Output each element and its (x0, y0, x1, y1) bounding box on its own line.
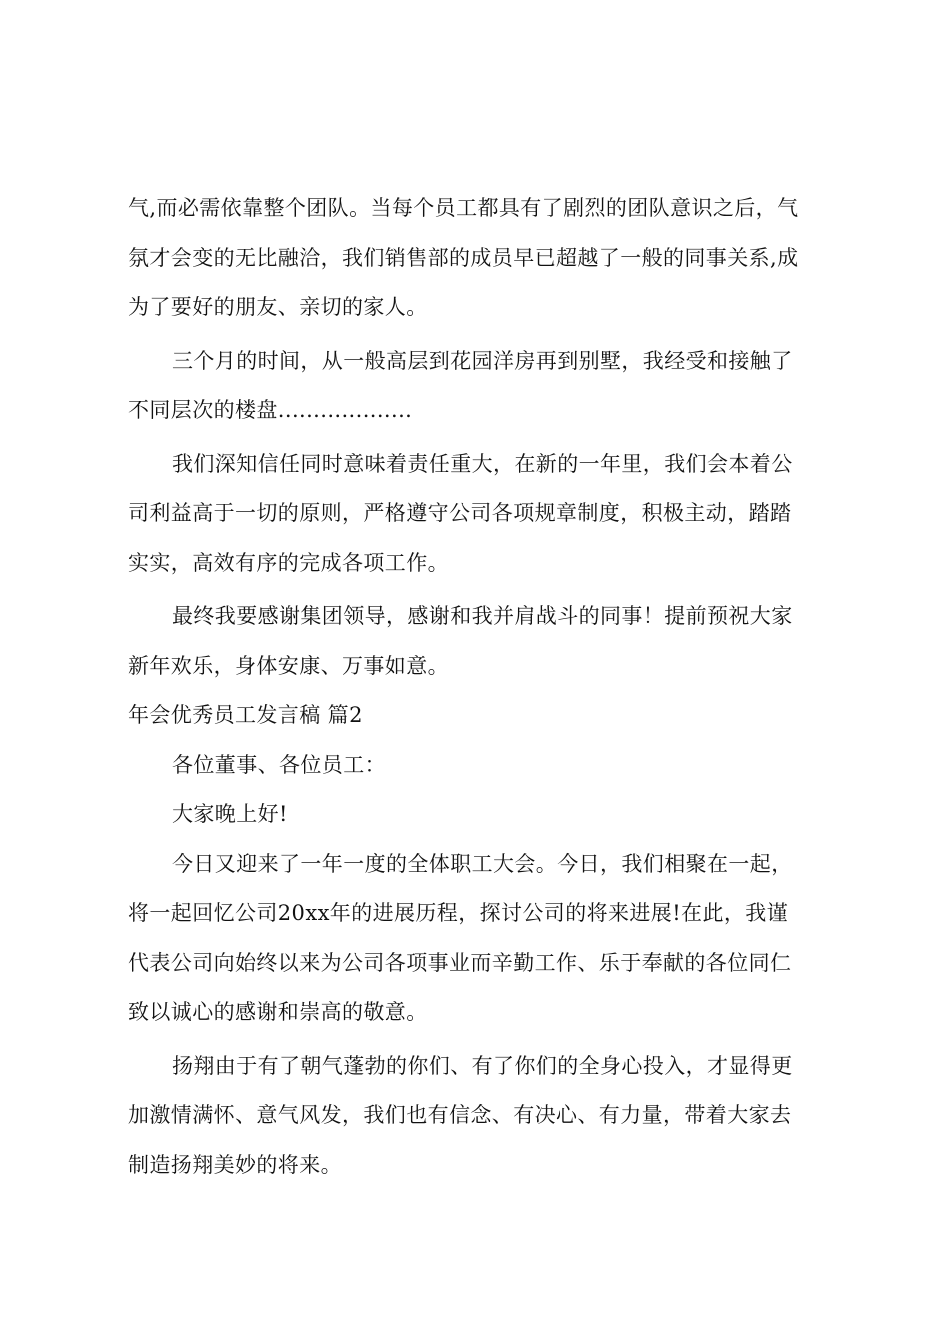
text-line: 加激情满怀、意气风发，我们也有信念、有决心、有力量，带着大家去 (128, 1103, 792, 1127)
text-line: 不同层次的楼盘................... (128, 398, 413, 422)
section-heading: 年会优秀员工发言稿 篇2 (128, 703, 363, 727)
document-body (128, 184, 838, 1190)
text-line: 实实，高效有序的完成各项工作。 (128, 550, 449, 575)
text-line: 致以诚心的感谢和崇高的敬意。 (128, 1000, 428, 1024)
text-line: 代表公司向始终以来为公司各项事业而辛勤工作、乐于奉献的各位同仁 (128, 950, 792, 975)
text-line: 司利益高于一切的原则，严格遵守公司各项规章制度，积极主动，踏踏 (128, 501, 792, 525)
text-line: 为了要好的朋友、亲切的家人。 (128, 295, 428, 319)
text-line: 制造扬翔美妙的将来。 (128, 1152, 342, 1177)
salutation-line: 各位董事、各位员工： (172, 752, 386, 777)
text-line: 氛才会变的无比融洽，我们销售部的成员早已超越了一般的同事关系,成 (128, 245, 799, 270)
text-line: 将一起回忆公司20xx年的进展历程，探讨公司的将来进展!在此，我谨 (128, 901, 789, 925)
paragraph-start-line: 我们深知信任同时意味着责任重大，在新的一年里，我们会本着公 (172, 451, 793, 476)
paragraph-start-line: 最终我要感谢集团领导，感谢和我并肩战斗的同事！提前预祝大家 (172, 604, 793, 628)
paragraph-start-line: 三个月的时间，从一般高层到花园洋房再到别墅，我经受和接触了 (172, 348, 793, 373)
text-line: 新年欢乐，身体安康、万事如意。 (128, 653, 449, 678)
greeting-line: 大家晚上好! (172, 802, 288, 826)
paragraph-start-line: 扬翔由于有了朝气蓬勃的你们、有了你们的全身心投入，才显得更 (172, 1053, 793, 1078)
paragraph-start-line: 今日又迎来了一年一度的全体职工大会。今日，我们相聚在一起， (172, 851, 793, 876)
text-line: 气,而必需依靠整个团队。当每个员工都具有了剧烈的团队意识之后，气 (128, 196, 799, 220)
